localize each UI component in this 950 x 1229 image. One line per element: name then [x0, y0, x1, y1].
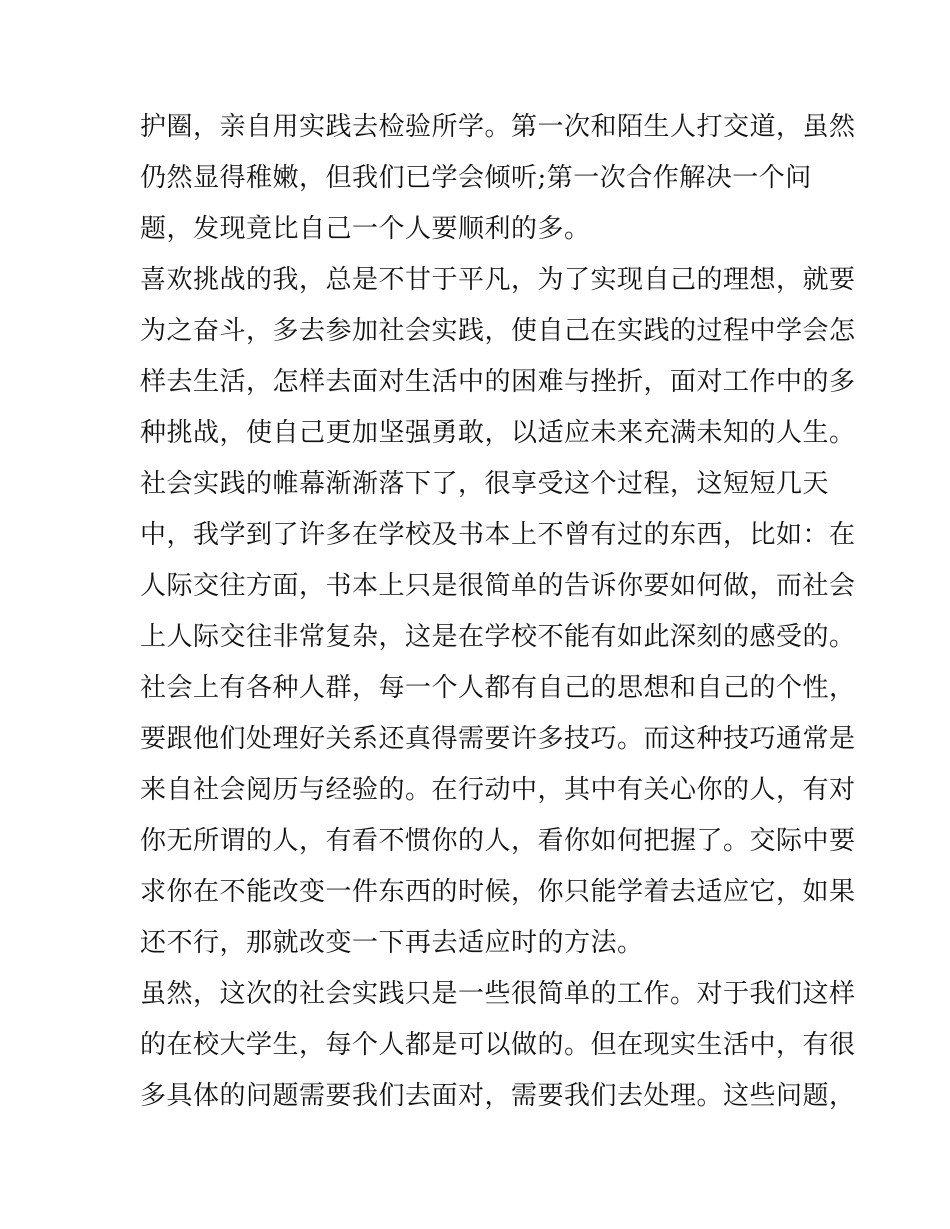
text-line: 为之奋斗，多去参加社会实践，使自己在实践的过程中学会怎	[140, 316, 856, 346]
text-line: 题，发现竟比自己一个人要顺利的多。	[140, 214, 591, 244]
text-line: 仍然显得稚嫩，但我们已学会倾听;第一次合作解决一个问	[140, 163, 812, 193]
text-line: 的在校大学生，每个人都是可以做的。但在现实生活中，有很	[140, 1030, 856, 1060]
text-line: 社会实践的帷幕渐渐落下了，很享受这个过程，这短短几天	[140, 469, 830, 499]
text-line: 来自社会阅历与经验的。在行动中，其中有关心你的人，有对	[140, 775, 856, 805]
text-line: 人际交往方面，书本上只是很简单的告诉你要如何做，而社会	[140, 571, 856, 601]
text-line: 种挑战，使自己更加坚强勇敢，以适应未来充满未知的人生。	[140, 418, 856, 448]
text-line: 虽然，这次的社会实践只是一些很简单的工作。对于我们这样	[140, 979, 856, 1009]
text-line: 社会上有各种人群，每一个人都有自己的思想和自己的个性，	[140, 673, 856, 703]
text-line: 你无所谓的人，有看不惯你的人，看你如何把握了。交际中要	[140, 826, 856, 856]
text-line: 上人际交往非常复杂，这是在学校不能有如此深刻的感受的。	[140, 622, 856, 652]
text-line: 中，我学到了许多在学校及书本上不曾有过的东西，比如：在	[140, 520, 856, 550]
text-line: 样去生活，怎样去面对生活中的困难与挫折，面对工作中的多	[140, 367, 856, 397]
text-line: 求你在不能改变一件东西的时候，你只能学着去适应它，如果	[140, 877, 856, 907]
text-line: 多具体的问题需要我们去面对，需要我们去处理。这些问题，	[140, 1081, 856, 1111]
text-line: 要跟他们处理好关系还真得需要许多技巧。而这种技巧通常是	[140, 724, 856, 754]
document-body	[140, 102, 856, 1122]
text-line: 还不行，那就改变一下再去适应时的方法。	[140, 928, 644, 958]
text-line: 喜欢挑战的我，总是不甘于平凡，为了实现自己的理想，就要	[140, 265, 856, 295]
text-line: 护圈，亲自用实践去检验所学。第一次和陌生人打交道，虽然	[140, 112, 856, 142]
